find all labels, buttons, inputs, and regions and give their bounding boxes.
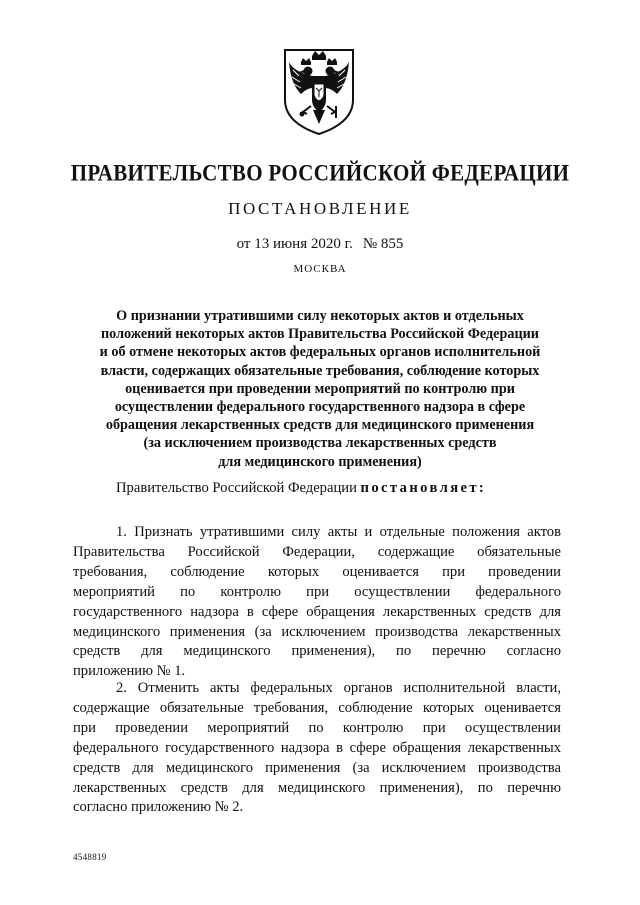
intro-subject: Правительство Российской Федерации <box>116 480 357 496</box>
paragraph-line: содержащие обязательные требования, соблюдение которых оценивается <box>73 699 561 716</box>
paragraph-1 <box>73 523 561 682</box>
document-date-line <box>0 236 640 253</box>
document-date: от 13 июня 2020 г. <box>236 236 353 252</box>
heading-line: положений некоторых актов Правительства Российской Федерации <box>101 326 539 343</box>
document-city: МОСКВА <box>293 263 347 275</box>
document-type: ПОСТАНОВЛЕНИЕ <box>228 199 412 218</box>
paragraph-line: средств для медицинского применения), по перечню согласно <box>73 643 561 660</box>
intro-verb: постановляет: <box>360 480 487 496</box>
heading-line: осуществлении федерального государственного надзора в сфере <box>114 399 526 416</box>
paragraph-line: лекарственных средств для медицинского применения), по перечню <box>73 779 561 796</box>
paragraph-line: федерального государственного надзора в сфере обращения лекарственных <box>73 739 561 756</box>
paragraph-line: средств для медицинского применения (за исключением производства <box>73 759 561 776</box>
paragraph-line: согласно приложению № 2. <box>73 799 244 816</box>
heading-line: для медицинского применения) <box>218 453 422 470</box>
heading-line: (за исключением производства лекарственных средств <box>143 435 497 452</box>
russian-coat-of-arms-icon <box>279 44 359 136</box>
heading-line: и об отмене некоторых актов федеральных органов исполнительной <box>99 344 541 361</box>
resolution-intro <box>73 479 561 499</box>
paragraph-line: мероприятий по контролю при осуществлении федерального <box>73 583 561 600</box>
paragraph-line: требования, соблюдение которых оценивается при проведении <box>73 563 561 580</box>
heading-line: обращения лекарственных средств для медицинского применения <box>105 417 535 434</box>
paragraph-line: медицинского применения (за исключением производства лекарственных <box>73 623 561 640</box>
intro-line <box>73 479 561 499</box>
document-heading <box>70 307 570 471</box>
heading-line: власти, содержащих обязательные требования, соблюдение которых <box>100 362 540 379</box>
paragraph-line: 2. Отменить акты федеральных органов исполнительной власти, <box>116 680 561 696</box>
government-title: ПРАВИТЕЛЬСТВО РОССИЙСКОЙ ФЕДЕРАЦИИ <box>70 160 570 186</box>
paragraph-line: Правительства Российской Федерации, содержащие обязательные <box>73 543 561 560</box>
paragraph-line: приложению № 1. <box>73 663 186 680</box>
paragraph-line: государственного надзора в сфере обращения лекарственных средств для <box>73 603 561 620</box>
paragraph-2 <box>73 679 561 818</box>
document-code: 4548819 <box>73 852 107 862</box>
paragraph-line: 1. Признать утратившими силу акты и отдельные положения актов <box>116 524 561 540</box>
paragraph-line: при проведении мероприятий по контролю при осуществлении <box>73 719 561 736</box>
heading-line: О признании утратившими силу некоторых актов и отдельных <box>116 308 524 324</box>
heading-line: оценивается при проведении мероприятий по контролю при <box>125 380 515 397</box>
document-number: № 855 <box>362 236 404 252</box>
